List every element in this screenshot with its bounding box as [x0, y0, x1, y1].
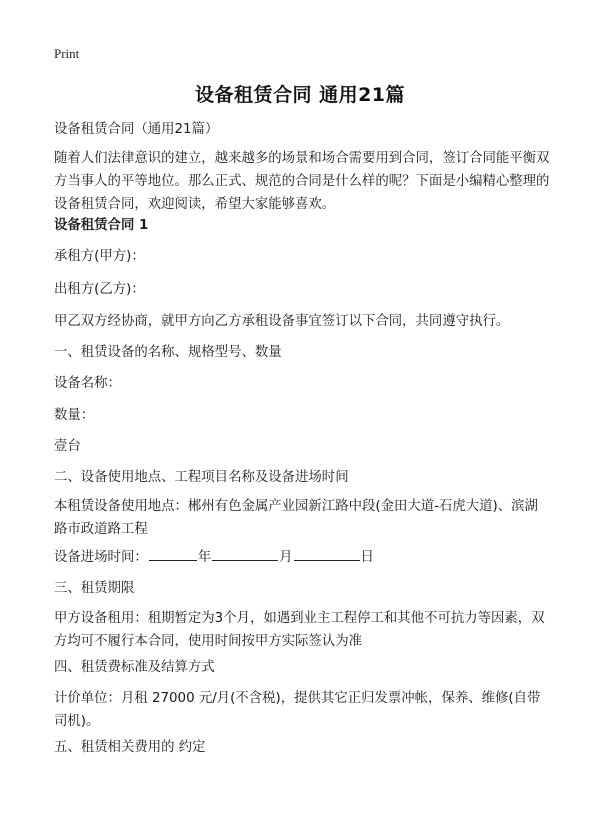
quantity-value: 壹台	[54, 439, 81, 454]
pricing-paragraph: 计价单位：月租 27000 元/月(不含税)，提供其它正归发票冲帐，保养、维修(自带司机)。	[54, 691, 541, 729]
section-heading: 设备租赁合同 1	[54, 218, 149, 233]
document-subtitle: 设备租赁合同（通用21篇）	[54, 122, 219, 137]
entry-time-label: 设备进场时间：	[54, 550, 148, 565]
print-label: Print	[54, 46, 80, 61]
year-label: 年	[197, 550, 212, 565]
intro-paragraph: 随着人们法律意识的建立，越来越多的场景和场合需要用到合同，签订合同能平衡双方当事人的平等地位。那么正式、规范的合同是什么样的呢？下面是小编精心整理的设备租赁合同，欢迎阅读，希望大家能够喜欢。	[54, 151, 550, 212]
month-blank	[212, 546, 278, 561]
lease-term-paragraph: 甲方设备租用：租期暂定为3个月，如遇到业主工程停工和其他不可抗力等因素，双方均可不履行本合同，使用时间按甲方实际签认为准	[54, 611, 545, 649]
clause-3-title: 三、租赁期限	[54, 581, 135, 596]
month-label: 月	[279, 550, 293, 565]
quantity-label: 数量：	[54, 408, 95, 423]
clause-2-title: 二、设备使用地点、工程项目名称及设备进场时间	[54, 470, 349, 485]
entry-time-line	[54, 546, 374, 569]
agreement-paragraph: 甲乙双方经协商，就甲方向乙方承租设备事宜签订以下合同，共同遵守执行。	[54, 314, 510, 329]
document-title: 设备租赁合同 通用21篇	[194, 84, 406, 106]
equipment-name-line: 设备名称：	[54, 376, 121, 391]
year-blank	[149, 546, 197, 561]
clause-5-title: 五、租赁相关费用的 约定	[54, 740, 206, 755]
clause-1-title: 一、租赁设备的名称、规格型号、数量	[54, 345, 282, 360]
day-label: 日	[360, 550, 374, 565]
lessor-line: 出租方(乙方)：	[54, 282, 145, 297]
clause-4-title: 四、租赁费标准及结算方式	[54, 660, 215, 675]
location-paragraph: 本租赁设备使用地点：郴州有色金属产业园新江路中段(金田大道-石虎大道)、滨湖路市政道路工程	[54, 499, 538, 537]
lessee-line: 承租方(甲方)：	[54, 249, 145, 264]
day-blank	[294, 546, 360, 561]
